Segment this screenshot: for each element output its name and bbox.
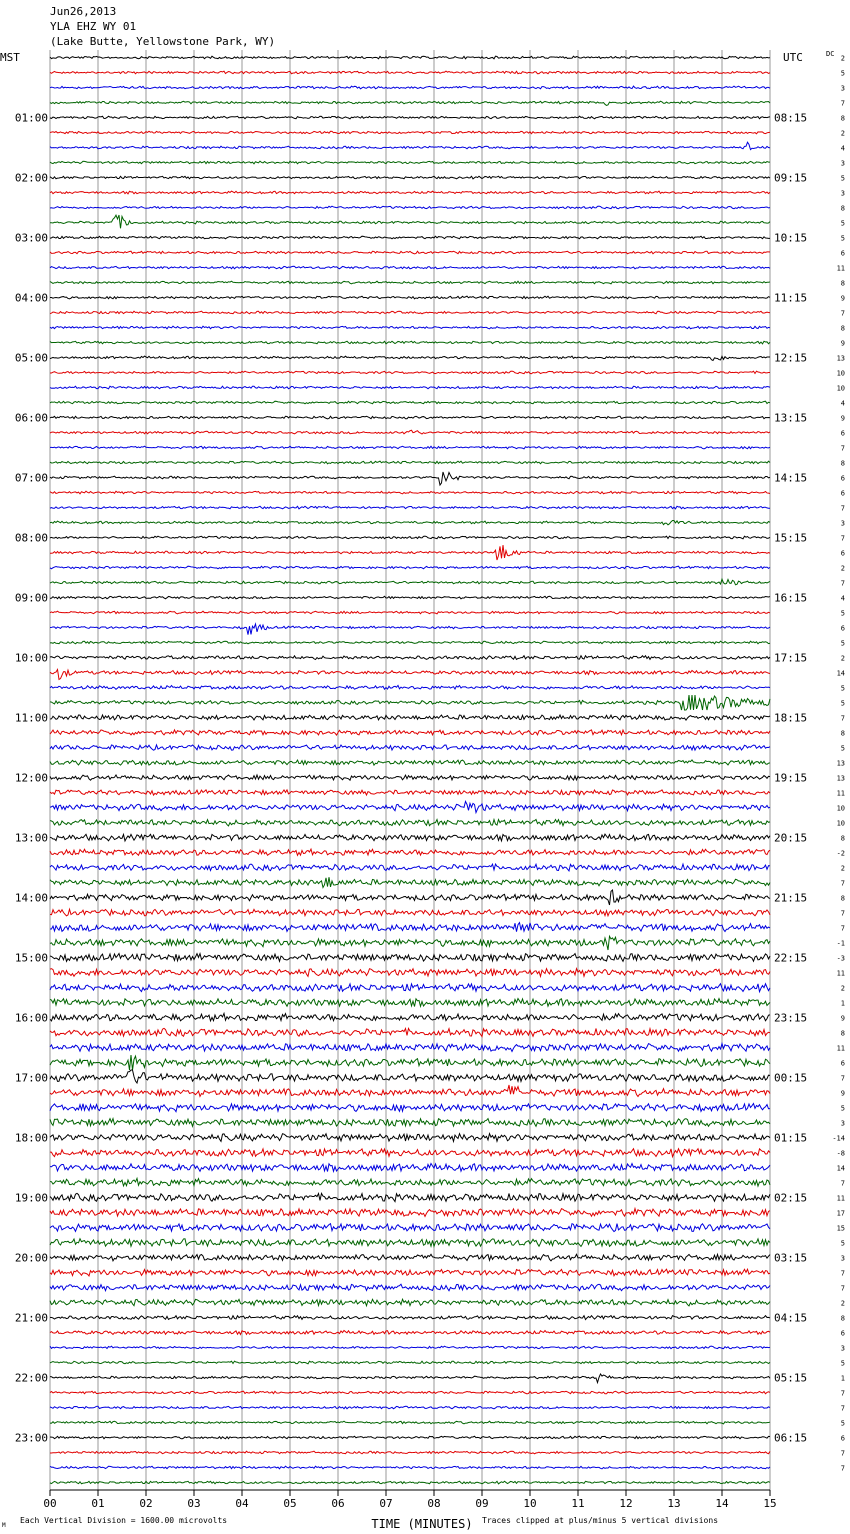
right-hour-label-16: 00:15 — [774, 1071, 808, 1085]
trace-row-3 — [50, 101, 770, 105]
dc-offset-30: 7 — [840, 504, 845, 513]
dc-offset-20: 13 — [836, 354, 845, 363]
corner-mark: M — [2, 1522, 6, 1529]
scale-note: Each Vertical Division = 1600.00 microvolts — [20, 1516, 228, 1525]
dc-offset-60: -3 — [836, 954, 845, 963]
location-label: (Lake Butte, Yellowstone Park, WY) — [50, 35, 276, 48]
trace-row-24 — [50, 416, 770, 419]
left-hour-label-13: 14:00 — [14, 891, 48, 905]
trace-row-48 — [50, 775, 770, 780]
trace-row-83 — [50, 1299, 770, 1306]
dc-offset-28: 6 — [840, 474, 845, 483]
right-hour-label-20: 04:15 — [774, 1311, 808, 1325]
dc-offset-6: 4 — [840, 144, 845, 153]
x-tick-label-12: 12 — [619, 1497, 633, 1510]
grid-lines — [50, 50, 770, 1490]
trace-row-22 — [50, 386, 770, 389]
right-hour-label-15: 23:15 — [774, 1011, 808, 1025]
dc-offset-5: 2 — [840, 129, 845, 138]
right-hour-label-2: 10:15 — [774, 231, 808, 245]
trace-row-37 — [50, 611, 770, 614]
dc-offset-10: 8 — [840, 204, 845, 213]
left-hour-label-5: 06:00 — [14, 411, 48, 425]
left-hour-label-21: 22:00 — [14, 1371, 48, 1385]
right-hour-label-3: 11:15 — [774, 291, 808, 305]
trace-row-93 — [50, 1451, 770, 1454]
dc-offset-77: 17 — [836, 1209, 845, 1218]
dc-offset-57: 7 — [840, 909, 845, 918]
dc-offset-78: 15 — [836, 1224, 845, 1233]
x-tick-label-14: 14 — [715, 1497, 729, 1510]
trace-row-73 — [50, 1149, 770, 1157]
dc-offset-39: 5 — [840, 639, 845, 648]
clip-note: Traces clipped at plus/minus 5 vertical divisions — [482, 1516, 719, 1525]
dc-offset-87: 5 — [840, 1359, 845, 1368]
x-tick-label-08: 08 — [427, 1497, 441, 1510]
dc-offset-51: 10 — [836, 819, 845, 828]
dc-offset-86: 3 — [840, 1344, 845, 1353]
dc-offset-88: 1 — [840, 1374, 845, 1383]
right-hour-label-9: 17:15 — [774, 651, 808, 665]
dc-offset-11: 5 — [840, 219, 845, 228]
trace-row-72 — [50, 1134, 770, 1142]
trace-row-41 — [50, 669, 770, 679]
trace-row-42 — [50, 685, 770, 689]
trace-row-28 — [50, 472, 770, 485]
right-hour-label-22: 06:15 — [774, 1431, 808, 1445]
x-tick-label-13: 13 — [667, 1497, 681, 1510]
trace-row-43 — [50, 695, 770, 710]
dc-offset-29: 6 — [840, 489, 845, 498]
right-hour-label-6: 14:15 — [774, 471, 808, 485]
trace-row-29 — [50, 491, 770, 494]
left-hour-label-4: 05:00 — [14, 351, 48, 365]
trace-row-40 — [50, 656, 770, 660]
trace-row-30 — [50, 506, 770, 509]
dc-offset-85: 6 — [840, 1329, 845, 1338]
dc-offset-66: 11 — [836, 1044, 845, 1053]
dc-offset-26: 7 — [840, 444, 845, 453]
trace-row-17 — [50, 311, 770, 314]
right-hour-label-21: 05:15 — [774, 1371, 808, 1385]
dc-offset-4: 8 — [840, 114, 845, 123]
dc-offset-65: 8 — [840, 1029, 845, 1038]
dc-offset-38: 6 — [840, 624, 845, 633]
trace-row-32 — [50, 536, 770, 539]
trace-row-35 — [50, 579, 770, 585]
trace-row-15 — [50, 281, 770, 284]
dc-offset-31: 3 — [840, 519, 845, 528]
trace-row-87 — [50, 1361, 770, 1364]
trace-row-55 — [50, 877, 770, 887]
right-hour-label-10: 18:15 — [774, 711, 808, 725]
trace-row-45 — [50, 730, 770, 735]
dc-offset-21: 10 — [836, 369, 845, 378]
dc-offset-43: 5 — [840, 699, 845, 708]
trace-row-16 — [50, 296, 770, 299]
trace-row-25 — [50, 430, 770, 434]
trace-row-67 — [50, 1055, 770, 1070]
trace-row-60 — [50, 954, 770, 962]
trace-row-84 — [50, 1316, 770, 1320]
x-tick-label-07: 07 — [379, 1497, 393, 1510]
dc-offset-50: 10 — [836, 804, 845, 813]
dc-offset-23: 4 — [840, 399, 845, 408]
dc-offset-34: 2 — [840, 564, 845, 573]
dc-offset-47: 13 — [836, 759, 845, 768]
left-hour-label-15: 16:00 — [14, 1011, 48, 1025]
trace-row-65 — [50, 1028, 770, 1036]
dc-offset-93: 7 — [840, 1449, 845, 1458]
dc-offset-62: 2 — [840, 984, 845, 993]
dc-offset-7: 3 — [840, 159, 845, 168]
trace-row-85 — [50, 1330, 770, 1334]
dc-offset-90: 7 — [840, 1404, 845, 1413]
trace-row-64 — [50, 1013, 770, 1020]
trace-row-71 — [50, 1119, 770, 1127]
right-hour-label-19: 03:15 — [774, 1251, 808, 1265]
trace-row-13 — [50, 251, 770, 254]
dc-offset-18: 8 — [840, 324, 845, 333]
x-tick-label-01: 01 — [91, 1497, 105, 1510]
dc-offset-0: 2 — [840, 54, 845, 63]
trace-row-78 — [50, 1224, 770, 1232]
dc-offset-58: 7 — [840, 924, 845, 933]
dc-offset-71: 3 — [840, 1119, 845, 1128]
trace-row-9 — [50, 191, 770, 194]
dc-offset-94: 7 — [840, 1464, 845, 1473]
trace-row-49 — [50, 790, 770, 795]
dc-offset-63: 1 — [840, 999, 845, 1008]
left-hour-label-12: 13:00 — [14, 831, 48, 845]
dc-offset-82: 7 — [840, 1284, 845, 1293]
station-label: YLA EHZ WY 01 — [50, 20, 137, 33]
dc-offset-46: 5 — [840, 744, 845, 753]
dc-offset-49: 11 — [836, 789, 845, 798]
dc-offset-74: 14 — [836, 1164, 845, 1173]
dc-offset-8: 5 — [840, 174, 845, 183]
trace-row-92 — [50, 1436, 770, 1439]
trace-row-82 — [50, 1284, 770, 1290]
x-tick-label-11: 11 — [571, 1497, 585, 1510]
dc-offset-36: 4 — [840, 594, 845, 603]
trace-row-6 — [50, 142, 770, 149]
trace-row-10 — [50, 206, 770, 209]
trace-row-94 — [50, 1466, 770, 1469]
right-hour-label-8: 16:15 — [774, 591, 808, 605]
dc-offset-22: 10 — [836, 384, 845, 393]
dc-offset-40: 2 — [840, 654, 845, 663]
right-hour-label-13: 21:15 — [774, 891, 808, 905]
x-tick-label-00: 00 — [43, 1497, 57, 1510]
dc-offset-70: 5 — [840, 1104, 845, 1113]
trace-row-89 — [50, 1391, 770, 1394]
trace-row-61 — [50, 969, 770, 977]
trace-row-74 — [50, 1163, 770, 1171]
trace-row-81 — [50, 1269, 770, 1276]
dc-offset-68: 7 — [840, 1074, 845, 1083]
date-label: Jun26,2013 — [50, 5, 117, 18]
trace-row-50 — [50, 801, 770, 812]
trace-row-19 — [50, 341, 770, 344]
trace-row-62 — [50, 984, 770, 992]
trace-row-88 — [50, 1374, 770, 1383]
left-hour-label-14: 15:00 — [14, 951, 48, 965]
dc-offset-56: 8 — [840, 894, 845, 903]
trace-row-33 — [50, 545, 770, 560]
trace-row-12 — [50, 236, 770, 239]
x-tick-label-04: 04 — [235, 1497, 249, 1510]
trace-row-46 — [50, 745, 770, 750]
dc-offset-32: 7 — [840, 534, 845, 543]
dc-offset-64: 9 — [840, 1014, 845, 1023]
left-hour-label-19: 20:00 — [14, 1251, 48, 1265]
trace-row-39 — [50, 641, 770, 644]
trace-row-59 — [50, 936, 770, 950]
dc-column-heading: DC — [826, 50, 835, 58]
right-hour-label-1: 09:15 — [774, 171, 808, 185]
left-hour-label-10: 11:00 — [14, 711, 48, 725]
dc-offset-27: 8 — [840, 459, 845, 468]
left-hour-label-8: 09:00 — [14, 591, 48, 605]
dc-offset-83: 2 — [840, 1299, 845, 1308]
right-hour-label-14: 22:15 — [774, 951, 808, 965]
trace-row-7 — [50, 161, 770, 164]
dc-offset-67: 6 — [840, 1059, 845, 1068]
trace-row-38 — [50, 624, 770, 635]
dc-offset-1: 5 — [840, 69, 845, 78]
dc-offset-54: 2 — [840, 864, 845, 873]
dc-offset-61: 11 — [836, 969, 845, 978]
trace-row-34 — [50, 566, 770, 569]
x-tick-label-15: 15 — [763, 1497, 777, 1510]
dc-offset-35: 7 — [840, 579, 845, 588]
trace-row-2 — [50, 86, 770, 89]
trace-row-36 — [50, 596, 770, 599]
dc-offset-81: 7 — [840, 1269, 845, 1278]
dc-offset-17: 7 — [840, 309, 845, 318]
dc-offset-42: 5 — [840, 684, 845, 693]
dc-offset-37: 5 — [840, 609, 845, 618]
dc-offset-25: 6 — [840, 429, 845, 438]
right-hour-label-0: 08:15 — [774, 111, 808, 125]
x-tick-label-10: 10 — [523, 1497, 537, 1510]
trace-row-90 — [50, 1406, 770, 1409]
trace-row-70 — [50, 1104, 770, 1112]
left-hour-label-3: 04:00 — [14, 291, 48, 305]
dc-offset-19: 9 — [840, 339, 845, 348]
trace-row-21 — [50, 371, 770, 374]
right-hour-label-18: 02:15 — [774, 1191, 808, 1205]
dc-offset-3: 7 — [840, 99, 845, 108]
x-tick-label-09: 09 — [475, 1497, 489, 1510]
dc-offset-41: 14 — [836, 669, 845, 678]
x-tick-label-03: 03 — [187, 1497, 201, 1510]
trace-row-20 — [50, 356, 770, 360]
dc-offset-12: 5 — [840, 234, 845, 243]
dc-offset-89: 7 — [840, 1389, 845, 1398]
trace-row-0 — [50, 56, 770, 59]
trace-row-18 — [50, 326, 770, 329]
right-hour-label-17: 01:15 — [774, 1131, 808, 1145]
trace-row-91 — [50, 1421, 770, 1424]
trace-row-63 — [50, 998, 770, 1006]
right-hour-label-12: 20:15 — [774, 831, 808, 845]
trace-row-76 — [50, 1193, 770, 1201]
trace-row-75 — [50, 1178, 770, 1186]
dc-offset-59: -1 — [836, 939, 845, 948]
dc-offset-9: 3 — [840, 189, 845, 198]
dc-offset-45: 8 — [840, 729, 845, 738]
dc-offset-15: 8 — [840, 279, 845, 288]
x-tick-label-02: 02 — [139, 1497, 153, 1510]
right-hour-label-7: 15:15 — [774, 531, 808, 545]
axis-labels — [15, 55, 845, 1511]
trace-row-68 — [50, 1070, 770, 1083]
left-hour-label-6: 07:00 — [14, 471, 48, 485]
trace-row-27 — [50, 461, 770, 464]
right-timezone-label: UTC — [783, 51, 803, 64]
trace-row-66 — [50, 1044, 770, 1052]
left-hour-label-2: 03:00 — [14, 231, 48, 245]
trace-row-80 — [50, 1254, 770, 1261]
left-hour-label-11: 12:00 — [14, 771, 48, 785]
seismic-traces — [50, 56, 770, 1484]
trace-row-5 — [50, 131, 770, 134]
dc-offset-33: 6 — [840, 549, 845, 558]
dc-offset-16: 9 — [840, 294, 845, 303]
right-hour-label-11: 19:15 — [774, 771, 808, 785]
trace-row-26 — [50, 446, 770, 449]
trace-row-31 — [50, 521, 770, 525]
dc-offset-14: 11 — [836, 264, 845, 273]
dc-offset-48: 13 — [836, 774, 845, 783]
trace-row-14 — [50, 266, 770, 269]
trace-row-11 — [50, 215, 770, 228]
trace-row-52 — [50, 834, 770, 841]
dc-offset-75: 7 — [840, 1179, 845, 1188]
dc-offset-69: 9 — [840, 1089, 845, 1098]
trace-row-95 — [50, 1481, 770, 1484]
trace-row-57 — [50, 909, 770, 916]
left-timezone-label: MST — [0, 51, 20, 64]
dc-offset-84: 8 — [840, 1314, 845, 1323]
trace-row-86 — [50, 1346, 770, 1349]
dc-offset-2: 3 — [840, 84, 845, 93]
left-hour-label-17: 18:00 — [14, 1131, 48, 1145]
dc-offset-53: -2 — [836, 849, 845, 858]
dc-offset-13: 6 — [840, 249, 845, 258]
trace-row-44 — [50, 715, 770, 720]
trace-row-77 — [50, 1209, 770, 1217]
dc-offset-44: 7 — [840, 714, 845, 723]
right-hour-label-5: 13:15 — [774, 411, 808, 425]
dc-offset-92: 6 — [840, 1434, 845, 1443]
dc-offset-79: 5 — [840, 1239, 845, 1248]
left-hour-label-0: 01:00 — [14, 111, 48, 125]
trace-row-8 — [50, 176, 770, 179]
trace-row-69 — [50, 1085, 770, 1096]
right-hour-label-4: 12:15 — [774, 351, 808, 365]
left-hour-label-7: 08:00 — [14, 531, 48, 545]
trace-row-1 — [50, 71, 770, 74]
trace-row-51 — [50, 820, 770, 826]
trace-row-53 — [50, 849, 770, 855]
trace-row-23 — [50, 401, 770, 404]
dc-offset-24: 9 — [840, 414, 845, 423]
left-hour-label-9: 10:00 — [14, 651, 48, 665]
dc-offset-55: 7 — [840, 879, 845, 888]
trace-row-56 — [50, 890, 770, 905]
left-hour-label-16: 17:00 — [14, 1071, 48, 1085]
dc-offset-80: 3 — [840, 1254, 845, 1263]
trace-row-47 — [50, 760, 770, 765]
left-hour-label-20: 21:00 — [14, 1311, 48, 1325]
x-axis-title: TIME (MINUTES) — [371, 1517, 473, 1531]
trace-row-4 — [50, 116, 770, 119]
trace-row-54 — [50, 864, 770, 871]
left-hour-label-22: 23:00 — [14, 1431, 48, 1445]
dc-offset-72: -14 — [832, 1134, 845, 1143]
left-hour-label-1: 02:00 — [14, 171, 48, 185]
left-hour-label-18: 19:00 — [14, 1191, 48, 1205]
x-tick-label-06: 06 — [331, 1497, 345, 1510]
x-tick-label-05: 05 — [283, 1497, 297, 1510]
trace-row-79 — [50, 1239, 770, 1247]
dc-offset-91: 5 — [840, 1419, 845, 1428]
dc-offset-73: -8 — [836, 1149, 845, 1158]
trace-row-58 — [50, 923, 770, 932]
dc-offset-52: 8 — [840, 834, 845, 843]
dc-offset-76: 11 — [836, 1194, 845, 1203]
